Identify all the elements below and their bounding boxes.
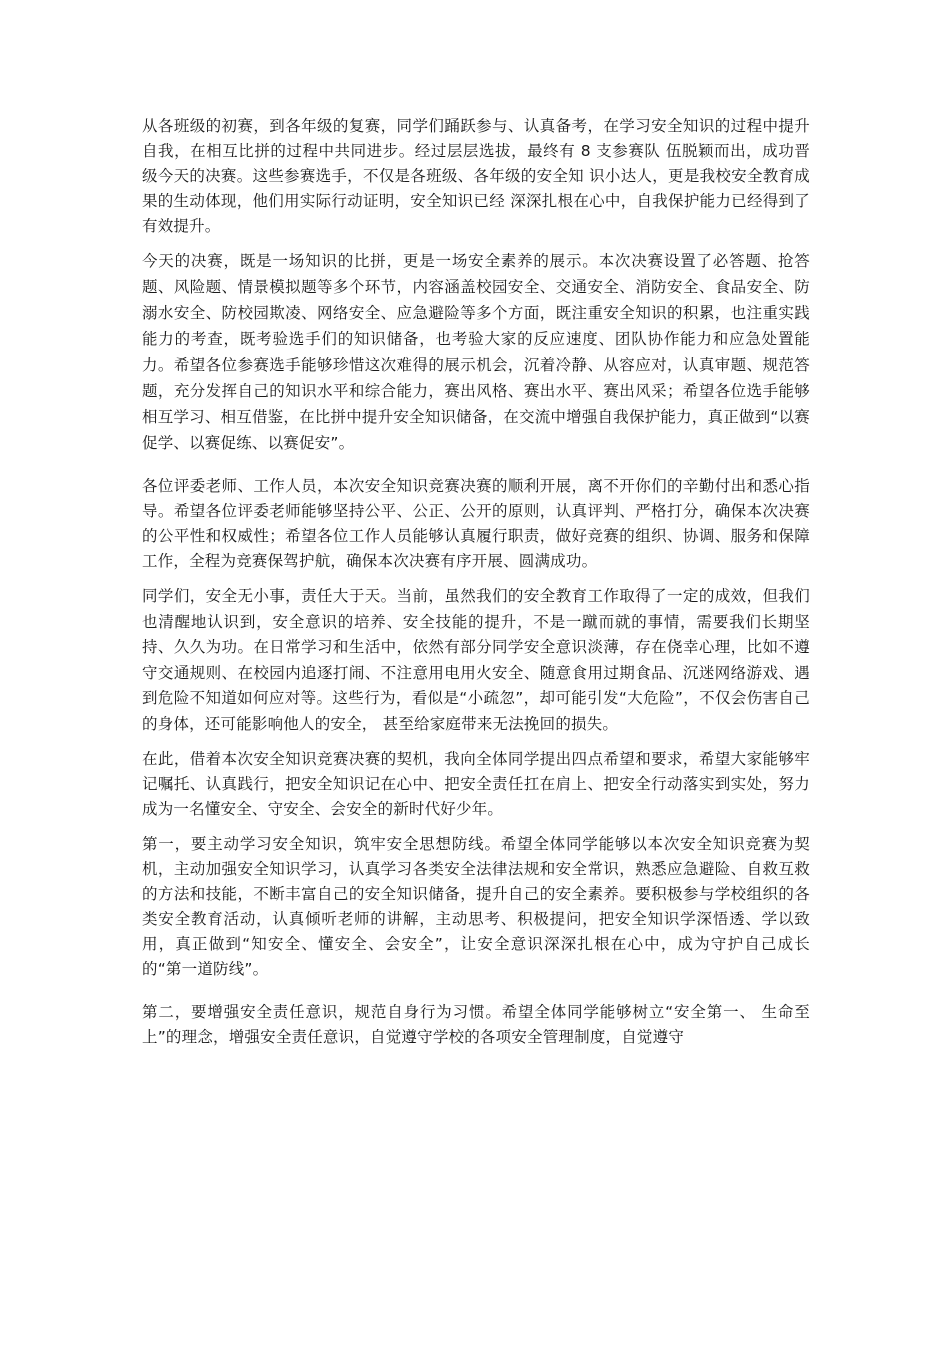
paragraph-safety-awareness: 同学们，安全无小事，责任大于天。当前，虽然我们的安全教育工作取得了一定的成效，但我们也清醒地认识到，安全意识的培养、安全技能的提升，不是一蹴而就的事情，需要我们长期坚持、久久为功。在日常学习和生活中，依然有部分同学安全意识淡薄，存在侥幸心理，比如不遵守交通规则、在校园内追逐打闹、不注意用电用火安全、随意食用过期食品、沉迷网络游戏、遇到危险不知道如何应对等。这些行为，看似是“小疏忽”，却可能引发“大危险”，不仅会伤害自己的身体，还可能影响他人的安全， 甚至给家庭带来无法挽回的损失。 xyxy=(142,587,810,733)
paragraph-final-competition: 今天的决赛，既是一场知识的比拼，更是一场安全素养的展示。本次决赛设置了必答题、抢答题、风险题、情景模拟题等多个环节，内容涵盖校园安全、交通安全、消防安全、食品安全、防溺水安全、防校园欺凌、网络安全、应急避险等多个方面，既注重安全知识的积累，也注重实践能力的考查，既考验选手们的知识储备，也考验大家的反应速度、团队协作能力和应急处置能力。希望各位参赛选手能够珍惜这次难得的展示机会，沉着冷静、从容应对，认真审题、规范答题，充分发挥自己的知识水平和综合能力，赛出风格、赛出水平、赛出风采；希望各位选手能够相互学习、相互借鉴，在比拼中提升安全知识储备，在交流中增强自我保护能力，真正做到“以赛促学、以赛促练、以赛促安”。 xyxy=(142,252,810,452)
paragraph-judges-and-staff: 各位评委老师、工作人员，本次安全知识竞赛决赛的顺利开展，离不开你们的辛勤付出和悉心指导。希望各位评委老师能够坚持公平、公正、公开的原则，认真评判、严格打分，确保本次决赛的公平性和权威性；希望各位工作人员能够认真履行职责，做好竞赛的组织、协调、服务和保障工作，全程为竞赛保驾护航，确保本次决赛有序开展、圆满成功。 xyxy=(142,477,810,570)
paragraph-first-requirement: 第一，要主动学习安全知识，筑牢安全思想防线。希望全体同学能够以本次安全知识竞赛为契机，主动加强安全知识学习，认真学习各类安全法律法规和安全常识，熟悉应急避险、自救互救的方法和技能，不断丰富自己的安全知识储备，提升自己的安全素养。要积极参与学校组织的各类安全教育活动，认真倾听老师的讲解，主动思考、积极提问，把安全知识学深悟透、学以致用，真正做到“知安全、懂安全、会安全”，让安全意识深深扎根在心中，成为守护自己成长的“第一道防线”。 xyxy=(142,835,810,978)
paragraph-four-requirements: 在此，借着本次安全知识竞赛决赛的契机，我向全体同学提出四点希望和要求，希望大家能够牢记嘱托、认真践行，把安全知识记在心中、把安全责任扛在肩上、把安全行动落实到实处，努力成为一名懂安全、守安全、会安全的新时代好少年。 xyxy=(142,750,810,818)
paragraph-preliminaries: 从各班级的初赛，到各年级的复赛，同学们踊跃参与、认真备考，在学习安全知识的过程中提升自我，在相互比拼的过程中共同进步。经过层层选拔，最终有 8 支参赛队 伍脱颖而出，成功晋级今天的决赛。这些参赛选手，不仅是各班级、各年级的安全知 识小达人，更是我校安全教育成果的生动体现，他们用实际行动证明，安全知识已经 深深扎根在心中，自我保护能力已经得到了有效提升。 xyxy=(142,117,810,235)
paragraph-second-requirement: 第二，要增强安全责任意识，规范自身行为习惯。希望全体同学能够树立“安全第一、 生命至上”的理念，增强安全责任意识，自觉遵守学校的各项安全管理制度，自觉遵守 xyxy=(142,1003,810,1046)
document-body xyxy=(142,114,810,1050)
